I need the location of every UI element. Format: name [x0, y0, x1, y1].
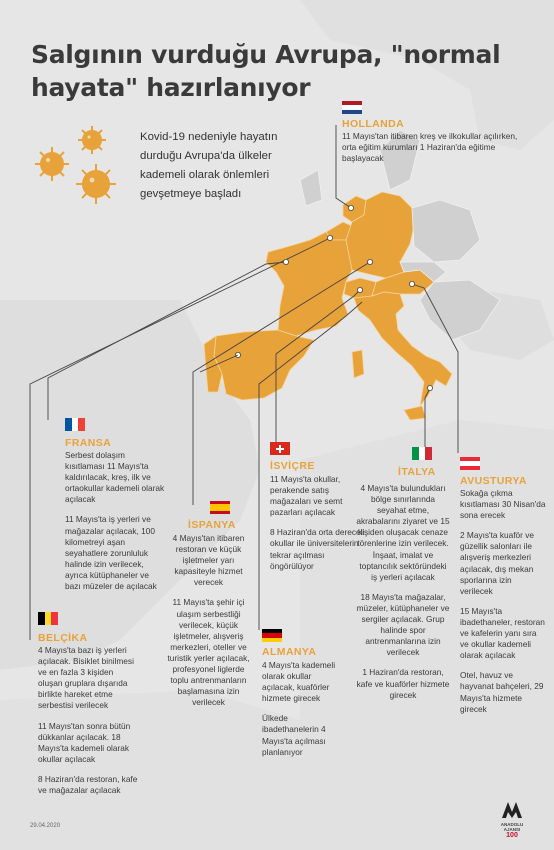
anniversary-badge: 100 — [506, 832, 518, 839]
country-text-avusturya-3: 15 Mayıs'ta ibadethaneler, restoran ve kafelerin yanı sıra ve okullar kademeli olarak açılacak — [460, 605, 545, 661]
agency-logo-icon — [500, 800, 524, 820]
agency-logo — [492, 800, 532, 839]
country-text-almanya-2: Ülkede ibadethanelerin 4 Mayıs'ta açılması planlanıyor — [262, 713, 326, 757]
country-text-italya-3: 1 Haziran'da restoran, kafe ve kuaförler hizmete girecek — [356, 667, 450, 700]
country-text-fransa-2: 11 Mayıs'ta iş yerleri ve mağazalar açılacak, 100 kilometreyi aşan seyahatlere zorunluluk halinde izin verilecek, ayrıca kütüphaneler ve bazı müzeler de açılacak — [65, 514, 157, 592]
country-text-italya-1: 4 Mayıs'ta bulundukları bölge sınırlarında seyahat etme, akrabalarını ziyaret ve 15 kişiden oluşacak cenaze törenlerine izin verilecek. İnşaat, imalat ve toptancılık sektöründeki iş yerleri açılacak — [356, 483, 450, 582]
belgium-flag-icon — [38, 612, 58, 625]
country-block-almanya — [262, 660, 344, 767]
country-name-belcika: BELÇİKA — [38, 632, 88, 644]
publish-date: 29.04.2020 — [30, 823, 61, 829]
country-text-ispanya-2: 11 Mayıs'ta şehir içi ulaşım serbestliği verilecek, küçük işletmeler, alışveriş merkezleri, oteller ve turistik yerler açılacak, profesyonel liglerde toplu antrenmanların başlamasına izin verilecek — [167, 597, 250, 708]
switzerland-flag-icon — [270, 442, 290, 455]
country-name-italya: İTALYA — [398, 466, 436, 478]
country-name-hollanda: HOLLANDA — [342, 118, 405, 130]
country-text-fransa-1: Serbest dolaşım kısıtlaması 11 Mayıs'ta kaldırılacak, kreş, ilk ve ortaokullar kademeli olarak açılacak — [65, 450, 165, 505]
country-block-avusturya — [460, 488, 546, 724]
country-name-isvicre: İSVİÇRE — [270, 460, 315, 472]
germany-flag-icon — [262, 629, 282, 642]
netherlands-flag-icon — [342, 101, 362, 114]
spain-flag-icon — [210, 501, 230, 514]
country-name-almanya: ALMANYA — [262, 646, 317, 658]
country-name-ispanya: İSPANYA — [188, 519, 236, 531]
country-block-italya — [356, 483, 450, 710]
country-text-hollanda: 11 Mayıs'tan itibaren kreş ve ilkokullar açılırken, orta eğitim kurumları 1 Haziran'da eğitime başlayacak — [342, 131, 518, 164]
france-flag-icon — [65, 418, 85, 431]
austria-flag-icon — [460, 457, 480, 470]
country-block-belcika — [38, 645, 138, 805]
country-text-almanya-1: 4 Mayıs'ta kademeli olarak okullar açılacak, kuaförler hizmete girecek — [262, 660, 336, 704]
page-title: Salgının vurduğu Avrupa, "normal hayata" hazırlanıyor — [31, 40, 501, 102]
virus-icon — [30, 122, 130, 212]
country-text-avusturya-4: Otel, havuz ve hayvanat bahçeleri, 29 Mayıs'ta hizmete girecek — [460, 670, 544, 714]
country-text-avusturya-2: 2 Mayıs'ta kuaför ve güzellik salonları ile alışveriş merkezleri açılacak, dış mekan sporlarına izin verilecek — [460, 530, 534, 596]
country-block-ispanya — [166, 533, 251, 717]
country-name-avusturya: AVUSTURYA — [460, 475, 527, 487]
country-text-belcika-2: 11 Mayıs'tan sonra bütün dükkanlar açılacak. 18 Mayıs'ta kademeli olarak okullar açılacak — [38, 720, 131, 764]
country-text-belcika-3: 8 Haziran'da restoran, kafe ve mağazalar açılacak — [38, 773, 138, 796]
country-text-belcika-1: 4 Mayıs'ta bazı iş yerleri açılacak. Bisiklet binilmesi ve en fazla 3 kişiden oluşan gruplara dışarıda birlikte hareket etme serbestisi verilecek — [38, 645, 134, 711]
country-name-fransa: FRANSA — [65, 437, 112, 449]
country-text-isvicre-1: 11 Mayıs'ta okullar, perakende satış mağazaları ve semt pazarları açılacak — [270, 474, 343, 518]
country-block-fransa — [65, 450, 165, 601]
country-text-ispanya-1: 4 Mayıs'tan itibaren restoran ve küçük işletmeler yarı kapasiteyle hizmet verecek — [172, 533, 245, 588]
italy-flag-icon — [412, 447, 432, 460]
country-text-italya-2: 18 Mayıs'ta mağazalar, müzeler, kütüphaneler ve sergiler açılacak. Grup halinde spor antrenmanlarına izin verilecek — [356, 591, 450, 658]
country-block-isvicre — [270, 474, 370, 581]
subtitle: Kovid-19 nedeniyle hayatın durduğu Avrupa'da ülkeler kademeli olarak önlemleri gevşetmeye başladı — [140, 131, 278, 200]
country-text-avusturya-1: Sokağa çıkma kısıtlaması 30 Nisan'da sona erecek — [460, 488, 546, 521]
country-text-isvicre-2: 8 Haziran'da orta dereceli okullar ile üniversitelerin tekrar açılması öngörülüyor — [270, 527, 365, 571]
agency-name: ANADOLU AJANSI — [500, 822, 524, 832]
